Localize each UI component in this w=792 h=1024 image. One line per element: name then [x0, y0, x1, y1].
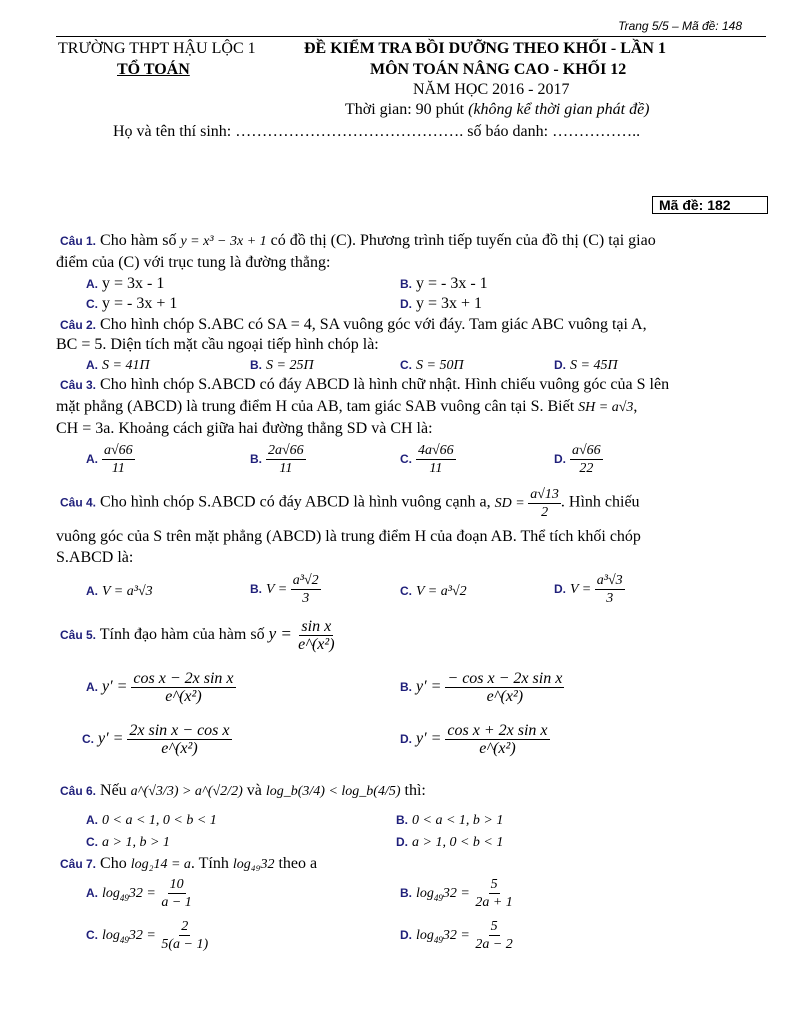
question-6: [60, 782, 426, 800]
q6-option-a[interactable]: [86, 811, 217, 829]
inequality-2: log_b(3/4) < log_b(4/5): [265, 784, 401, 799]
question-5: Câu 5. Tính đạo hàm của hàm số y = $\frac{\text{sin x}}{\text{e\textasciicircum{}(x²)}}$: [60, 618, 335, 653]
option-label: B.: [396, 813, 408, 827]
option-label: C.: [86, 835, 98, 849]
option-label: B.: [250, 358, 262, 372]
q3-option-d[interactable]: [554, 442, 603, 477]
given-formula: log₂14 = a: [130, 857, 191, 872]
option-label: A.: [86, 358, 98, 372]
question-text: mặt phẳng (ABCD) là trung điểm H của AB, tam giác SAB vuông cân tại S. Biết: [56, 398, 575, 415]
option-label: C.: [86, 297, 98, 311]
school-name: TRƯỜNG THPT HẬU LỘC 1: [58, 40, 256, 57]
page-number: Trang 5/5 – Mã đề: 148: [618, 19, 742, 33]
option-formula: S = 41Π: [102, 358, 150, 373]
question-text: Tính đạo hàm của hàm số: [99, 626, 265, 644]
option-label: C.: [82, 732, 94, 747]
option-fraction: $\frac{\text{− cos x − 2x sin x}}{\text{e\textasciicircum{}(x²)}}$: [447, 670, 563, 705]
question-label: Câu 5.: [60, 628, 97, 643]
q3-option-b[interactable]: [250, 442, 306, 477]
option-formula: 0 < a < 1, 0 < b < 1: [102, 813, 217, 828]
question-label: Câu 4.: [60, 495, 97, 510]
question-2-cont: BC = 5. Diện tích mặt cầu ngoại tiếp hình chóp là:: [56, 336, 379, 353]
q5-option-b[interactable]: B. y′ = $\frac{\text{− cos x − 2x sin x}}{\text{e\textasciicircum{}(x²)}}$: [400, 670, 563, 705]
inequality-1: a^(√3/3) > a^(√2/2): [130, 784, 243, 799]
question-text: Cho hình chóp S.ABCD có đáy ABCD là hình chữ nhật. Hình chiếu vuông góc của S lên: [100, 376, 670, 393]
option-text: y = 3x - 1: [102, 275, 165, 292]
q4-option-b[interactable]: B. V = $\frac{\text{a³√2}}{3}$: [250, 573, 319, 606]
option-formula: a > 1, b > 1: [102, 835, 170, 850]
question-4-cont: vuông góc của S trên mặt phẳng (ABCD) là trung điểm H của đoạn AB. Thể tích khối chóp: [56, 528, 641, 545]
option-fraction: $\frac{2a√66}{11}$: [268, 443, 304, 476]
option-fraction: $\frac{\text{2x sin x − cos x}}{\text{e\textasciicircum{}(x²)}}$: [129, 722, 230, 757]
option-label: C.: [400, 584, 412, 598]
question-text: Nếu: [100, 782, 127, 799]
option-text: y = - 3x + 1: [102, 295, 178, 312]
question-text: thì:: [404, 782, 426, 799]
question-text: Cho hàm số: [100, 232, 177, 249]
q1-option-a[interactable]: [86, 275, 164, 293]
duration-note: (không kể thời gian phát đề): [468, 101, 650, 118]
q7-option-d[interactable]: D. $\log_{49}32$ = $\frac{5}{2a - 2}$: [400, 919, 513, 952]
option-fraction: $\frac{\text{cos x − 2x sin x}}{\text{e\textasciicircum{}(x²)}}$: [133, 670, 234, 705]
exam-subject: MÔN TOÁN NÂNG CAO - KHỐI 12: [370, 61, 627, 78]
option-formula: V = a³√3: [102, 584, 153, 599]
question-label: Câu 2.: [60, 318, 97, 332]
question-4-cont2: S.ABCD là:: [56, 549, 134, 566]
q2-option-b[interactable]: [250, 356, 314, 374]
option-formula: S = 25Π: [266, 358, 314, 373]
option-formula: S = 45Π: [570, 358, 618, 373]
header-rule: [56, 36, 766, 37]
question-1-cont: điểm của (C) với trục tung là đường thẳng:: [56, 254, 331, 271]
option-fraction: $\frac{10}{a - 1}$: [161, 877, 192, 910]
question-2: [60, 316, 647, 334]
question-7: [60, 855, 317, 873]
option-formula: S = 50Π: [416, 358, 464, 373]
option-label: D.: [554, 358, 566, 372]
question-label: Câu 6.: [60, 784, 97, 798]
question-label: Câu 1.: [60, 234, 97, 248]
option-label: D.: [554, 582, 566, 597]
option-label: A.: [86, 277, 98, 291]
option-fraction: $\frac{2}{5(a - 1)}$: [161, 919, 209, 952]
option-fraction: $\frac{4a√66}{11}$: [418, 443, 454, 476]
q6-option-c[interactable]: [86, 833, 170, 851]
option-label: B.: [400, 277, 412, 291]
q5-option-a[interactable]: A. y′ = $\frac{\text{cos x − 2x sin x}}{\text{e\textasciicircum{}(x²)}}$: [86, 670, 234, 705]
option-label: A.: [86, 452, 98, 467]
q3-option-c[interactable]: [400, 442, 456, 477]
q5-option-c[interactable]: C. y′ = $\frac{\text{2x sin x − cos x}}{\text{e\textasciicircum{}(x²)}}$: [82, 722, 230, 757]
exam-duration: [345, 101, 650, 119]
question-3: [60, 376, 669, 394]
q7-option-a[interactable]: A. $\log_{49}32$ = $\frac{10}{a - 1}$: [86, 877, 192, 910]
q6-option-d[interactable]: [396, 833, 503, 851]
option-label: D.: [400, 297, 412, 311]
option-label: A.: [86, 680, 98, 695]
question-text: Cho: [100, 855, 127, 872]
q6-option-b[interactable]: [396, 811, 503, 829]
option-fraction: $\frac{5}{2a - 2}$: [475, 919, 513, 952]
q4-option-c[interactable]: [400, 582, 467, 600]
option-label: D.: [400, 928, 412, 943]
q1-option-c[interactable]: [86, 295, 177, 313]
option-fraction: $\frac{a√66}{11}$: [104, 443, 133, 476]
question-label: Câu 3.: [60, 378, 97, 392]
q7-option-b[interactable]: B. $\log_{49}32$ = $\frac{5}{2a + 1}$: [400, 877, 513, 910]
option-label: A.: [86, 584, 98, 598]
q2-option-c[interactable]: [400, 356, 464, 374]
exam-title: ĐỀ KIỂM TRA BỒI DƯỠNG THEO KHỐI - LẦN 1: [304, 40, 666, 57]
option-fraction: $\frac{\text{cos x + 2x sin x}}{\text{e\textasciicircum{}(x²)}}$: [447, 722, 548, 757]
q5-option-d[interactable]: D. y′ = $\frac{\text{cos x + 2x sin x}}{\text{e\textasciicircum{}(x²)}}$: [400, 722, 548, 757]
question-text: . Hình chiếu: [560, 493, 640, 511]
question-4: [60, 486, 640, 521]
question-1: [60, 232, 656, 250]
option-label: B.: [250, 452, 262, 467]
option-fraction: $\frac{\text{a³√3}}{3}$: [596, 573, 623, 606]
option-label: D.: [396, 835, 408, 849]
option-label: C.: [86, 928, 98, 943]
option-text: y = 3x + 1: [416, 295, 483, 312]
question-3-cont2: CH = 3a. Khoảng cách giữa hai đường thẳng SD và CH là:: [56, 420, 433, 437]
q3-option-a[interactable]: [86, 442, 135, 477]
option-formula: 0 < a < 1, b > 1: [412, 813, 504, 828]
option-label: A.: [86, 813, 98, 827]
option-label: C.: [400, 452, 412, 467]
q2-option-d[interactable]: [554, 356, 618, 374]
school-year: NĂM HỌC 2016 - 2017: [413, 81, 570, 98]
duration-label: Thời gian: 90 phút: [345, 101, 465, 118]
option-fraction: $\frac{5}{2a + 1}$: [475, 877, 513, 910]
q1-option-b[interactable]: [400, 275, 488, 293]
question-text: theo a: [278, 855, 318, 872]
option-text: y = - 3x - 1: [416, 275, 488, 292]
sd-formula: SD = $\frac{a√13}{2}$: [494, 487, 559, 520]
exam-code-box: Mã đề: 182: [652, 196, 768, 214]
department-name: TỔ TOÁN: [117, 61, 190, 78]
target-formula: log₄₉32: [232, 857, 275, 872]
option-fraction: $\frac{a√66}{22}$: [572, 443, 601, 476]
option-label: B.: [250, 582, 262, 597]
question-text: Cho hình chóp S.ABC có SA = 4, SA vuông góc với đáy. Tam giác ABC vuông tại A,: [100, 316, 647, 333]
function-fraction: $\frac{\text{sin x}}{\text{e\textasciicircum{}(x²)}}$: [298, 618, 335, 653]
option-label: D.: [554, 452, 566, 467]
option-label: C.: [400, 358, 412, 372]
question-3-cont: mặt phẳng (ABCD) là trung điểm H của AB, tam giác SAB vuông cân tại S. Biết SH = a√3,: [56, 398, 638, 415]
option-formula: V = a³√2: [416, 584, 467, 599]
q2-option-a[interactable]: [86, 356, 150, 374]
option-fraction: $\frac{\text{a³√2}}{3}$: [292, 573, 319, 606]
student-info-line: Họ và tên thí sinh: ……………………………………. số báo danh: ……………..: [113, 123, 641, 140]
q4-option-a[interactable]: [86, 582, 153, 600]
question-label: Câu 7.: [60, 857, 97, 871]
question-text: . Tính: [190, 855, 229, 872]
q7-option-c[interactable]: C. $\log_{49}32$ = $\frac{2}{5(a - 1)}$: [86, 919, 209, 952]
option-label: B.: [400, 886, 412, 901]
q1-option-d[interactable]: [400, 295, 482, 313]
option-label: A.: [86, 886, 98, 901]
q4-option-d[interactable]: D. V = $\frac{\text{a³√3}}{3}$: [554, 573, 623, 606]
function-formula: y = x³ − 3x + 1: [180, 234, 267, 249]
question-text: có đồ thị (C). Phương trình tiếp tuyến của đồ thị (C) tại giao: [270, 232, 656, 249]
option-label: D.: [400, 732, 412, 747]
option-formula: a > 1, 0 < b < 1: [412, 835, 504, 850]
option-label: B.: [400, 680, 412, 695]
sh-formula: SH = a√3: [578, 400, 634, 415]
question-text: và: [246, 782, 262, 799]
question-text: Cho hình chóp S.ABCD có đáy ABCD là hình vuông cạnh a,: [100, 493, 491, 511]
